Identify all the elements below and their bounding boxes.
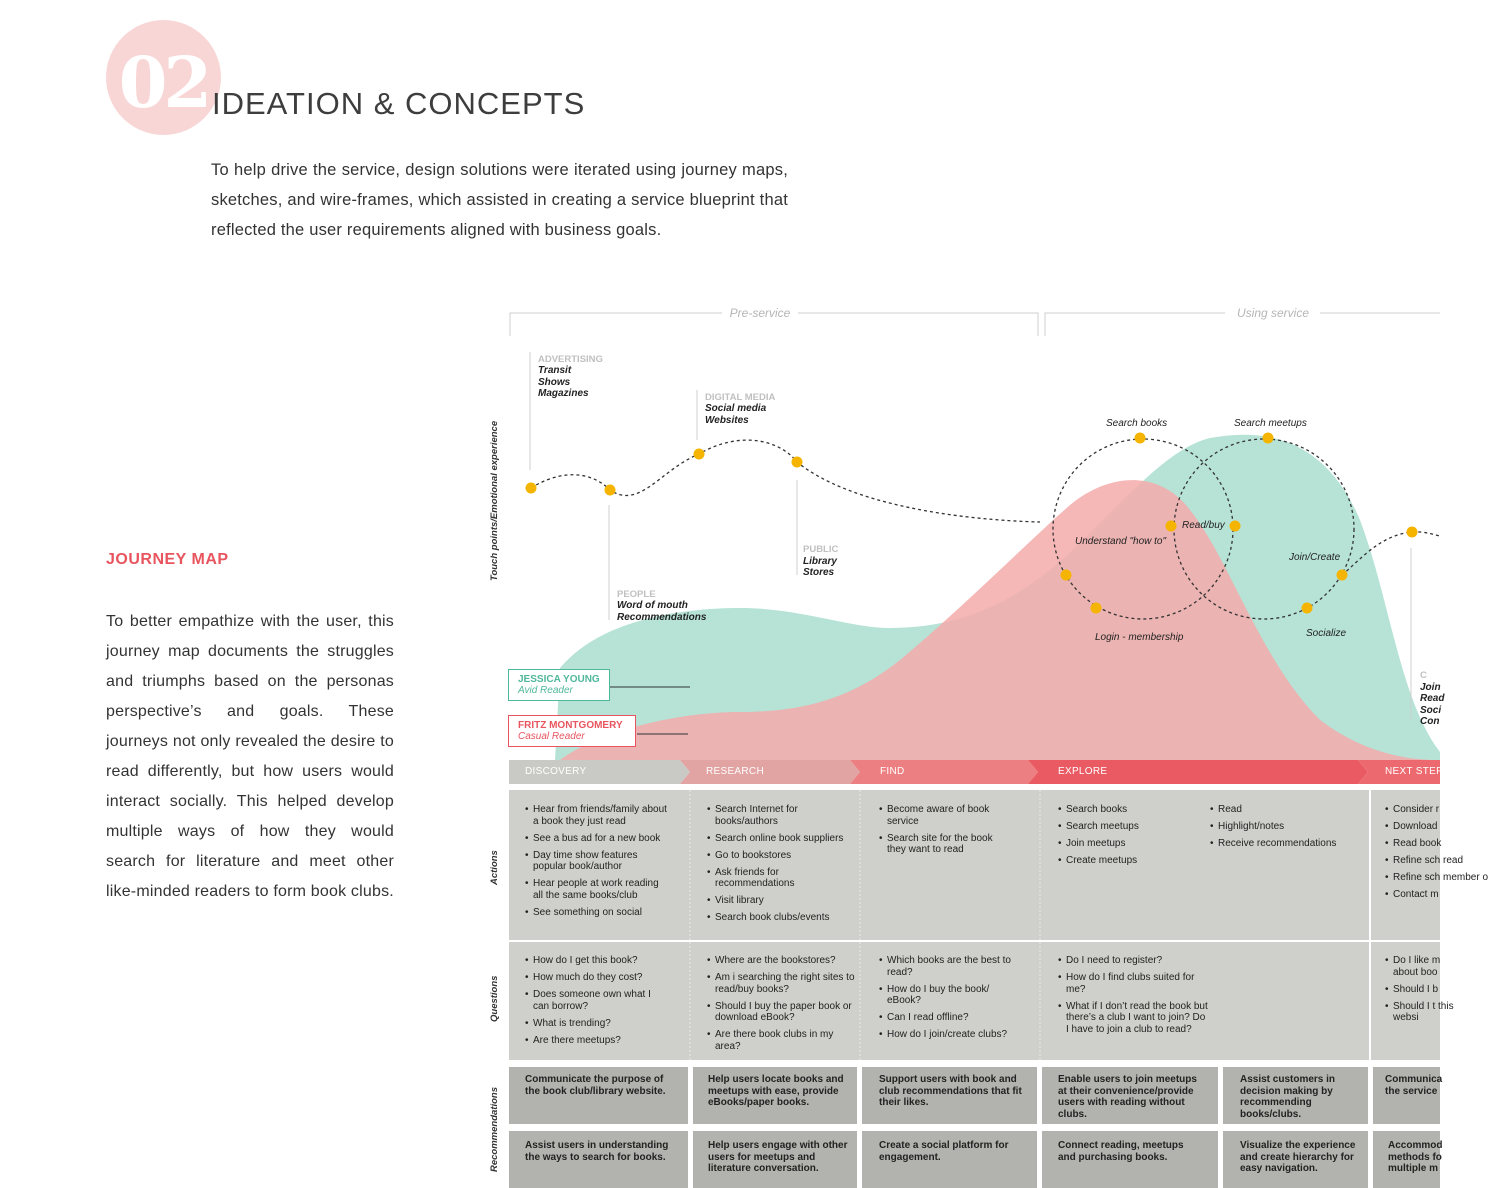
questions-explore xyxy=(1058,955,1208,1041)
tp-public-item: Library xyxy=(803,556,837,567)
actions-find xyxy=(879,804,1014,861)
dot-next xyxy=(1407,527,1418,538)
rec-research-1: Help users locate books and meetups with ease, provide eBooks/paper books. xyxy=(708,1074,844,1108)
tp-next-title: C xyxy=(1420,670,1427,681)
list-item: • Do I like m about boo xyxy=(1385,955,1463,978)
list-item: • Refine sch member o xyxy=(1385,872,1440,884)
journey-map-description: To better empathize with the user, this journey map documents the struggles and triumphs based on the personas perspective’s and goals. These journeys not only revealed the desire to read differently, but how users would interact socially. This helped develop multiple ways of how they would search for literature and meet other like-minded readers to form book clubs. xyxy=(106,613,394,900)
page-title: IDEATION & CONCEPTS xyxy=(212,86,586,121)
label-login: Login - membership xyxy=(1095,632,1184,643)
tp-people-item: Word of mouth xyxy=(617,600,688,611)
dot-advertising xyxy=(526,483,537,494)
list-item: • Become aware of book service xyxy=(879,804,1014,827)
tp-public-title: PUBLIC xyxy=(803,544,839,555)
tp-next-item: Read xyxy=(1420,693,1445,704)
list-item: • Download xyxy=(1385,821,1440,833)
list-item: • See a bus ad for a new book xyxy=(525,833,670,845)
list-item: • Are there meetups? xyxy=(525,1035,665,1047)
dot-join-create xyxy=(1337,570,1348,581)
list-item: • What if I don’t read the book but there’s a club I want to join? Do I have to join a club to read? xyxy=(1058,1001,1208,1036)
dot-people xyxy=(605,485,616,496)
actions-explore-a xyxy=(1058,804,1198,872)
phase-pre-service: Pre-service xyxy=(729,306,791,320)
label-search-books: Search books xyxy=(1106,418,1168,429)
stage-bar xyxy=(509,760,1451,784)
tp-advertising-title: ADVERTISING xyxy=(538,354,603,365)
tp-advertising-item: Shows xyxy=(538,377,571,388)
list-item: • Hear from friends/family about a book they just read xyxy=(525,804,670,827)
list-item: • How do I buy the book/ eBook? xyxy=(879,984,1019,1007)
label-read-buy: Read/buy xyxy=(1182,520,1225,531)
tp-next-item: Soci xyxy=(1420,705,1442,716)
persona-jessica xyxy=(508,669,610,701)
tp-digital-item: Social media xyxy=(705,403,767,414)
list-item: • Receive recommendations xyxy=(1210,838,1360,850)
dot-socialize xyxy=(1302,603,1313,614)
rec-explore-2: Connect reading, meetups and purchasing books. xyxy=(1058,1140,1184,1163)
list-item: • See something on social xyxy=(525,907,670,919)
list-item: • Search online book suppliers xyxy=(707,833,855,845)
persona-fritz xyxy=(508,715,636,747)
list-item: • Do I need to register? xyxy=(1058,955,1208,967)
list-item: • Contact m xyxy=(1385,889,1440,901)
list-item: • Search Internet for books/authors xyxy=(707,804,855,827)
axis-label: Touch points/Emotional experience xyxy=(489,420,500,581)
intro-paragraph: To help drive the service, design solutions were iterated using journey maps, sketches, and wire-frames, which assisted in creating a service blueprint that reflected the user requirements aligned with business goals. xyxy=(211,161,788,239)
rec-find-1: Support users with book and club recommendations that fit their likes. xyxy=(879,1074,1022,1108)
dot-read-buy-left xyxy=(1166,521,1177,532)
list-item: • Visit library xyxy=(707,895,855,907)
list-item: • Create meetups xyxy=(1058,855,1198,867)
row-label-recommendations: Recommendations xyxy=(489,1087,500,1172)
list-item: • Ask friends for recommendations xyxy=(707,867,855,890)
dot-digital xyxy=(694,449,705,460)
stage-explore: EXPLORE xyxy=(1058,766,1108,777)
list-item: • Consider r xyxy=(1385,804,1440,816)
rec-discovery-2: Assist users in understanding the ways to search for books. xyxy=(525,1140,669,1163)
label-search-meetups: Search meetups xyxy=(1234,418,1307,429)
row-label-questions: Questions xyxy=(489,975,500,1022)
rec-next-2 xyxy=(1388,1140,1443,1175)
tp-advertising-item: Transit xyxy=(538,365,572,376)
dot-login xyxy=(1091,603,1102,614)
list-item: • Which books are the best to read? xyxy=(879,955,1019,978)
questions-research xyxy=(707,955,855,1058)
list-item: • Where are the bookstores? xyxy=(707,955,855,967)
section-number: 02 xyxy=(118,41,209,124)
list-item: • How much do they cost? xyxy=(525,972,665,984)
phase-using-service: Using service xyxy=(1236,306,1310,320)
list-item: • Go to bookstores xyxy=(707,850,855,862)
label-join-create: Join/Create xyxy=(1289,552,1341,563)
list-item: • Should I t this websi xyxy=(1385,1001,1463,1024)
row-label-actions: Actions xyxy=(489,850,500,885)
list-item: • Should I buy the paper book or download eBook? xyxy=(707,1001,855,1024)
dot-understand xyxy=(1061,570,1072,581)
list-item: • Search site for the book they want to read xyxy=(879,833,1014,856)
dot-search-books xyxy=(1135,433,1146,444)
list-item: • Can I read offline? xyxy=(879,1012,1019,1024)
list-item: • Does someone own what I can borrow? xyxy=(525,989,665,1012)
list-item: • Should I b xyxy=(1385,984,1463,996)
list-item: • Am i searching the right sites to read/buy books? xyxy=(707,972,855,995)
list-item: • Hear people at work reading all the same books/club xyxy=(525,878,670,901)
list-item: • Highlight/notes xyxy=(1210,821,1360,833)
list-item: • Join meetups xyxy=(1058,838,1198,850)
rec-discovery-1: Communicate the purpose of the book club/library website. xyxy=(525,1074,666,1097)
persona-role: Casual Reader xyxy=(518,731,585,742)
tp-advertising-item: Magazines xyxy=(538,388,589,399)
list-item: • Are there book clubs in my area? xyxy=(707,1029,855,1052)
list-item: • Refine sch read xyxy=(1385,855,1440,867)
actions-research xyxy=(707,804,855,929)
label-socialize: Socialize xyxy=(1306,628,1347,639)
stage-find: FIND xyxy=(880,766,905,777)
questions-next xyxy=(1385,955,1454,1029)
rec-next-2-text: Accommod methods fo multiple m xyxy=(1388,1140,1443,1174)
rec-explore-b-1: Assist customers in decision making by recommending books/clubs. xyxy=(1240,1074,1336,1120)
persona-name: FRITZ MONTGOMERY xyxy=(518,720,623,731)
tp-people-item: Recommendations xyxy=(617,612,707,623)
questions-discovery xyxy=(525,955,665,1052)
stage-find-bg xyxy=(850,760,1038,784)
list-item: • How do I join/create clubs? xyxy=(879,1029,1019,1041)
tp-people-title: PEOPLE xyxy=(617,589,656,600)
dot-search-meetups xyxy=(1263,433,1274,444)
journey-line xyxy=(531,440,1040,522)
stage-discovery: DISCOVERY xyxy=(525,766,587,777)
dot-read-buy-right xyxy=(1230,521,1241,532)
questions-find xyxy=(879,955,1019,1046)
rec-explore-b-2: Visualize the experience and create hierarchy for easy navigation. xyxy=(1240,1140,1356,1174)
actions-explore-b xyxy=(1210,804,1360,855)
tp-public-item: Stores xyxy=(803,567,835,578)
actions-discovery xyxy=(525,804,670,924)
tp-digital-item: Websites xyxy=(705,415,749,426)
list-item: • Search meetups xyxy=(1058,821,1198,833)
list-item: • Day time show features popular book/author xyxy=(525,850,670,873)
list-item: • Search book clubs/events xyxy=(707,912,855,924)
list-item: • How do I get this book? xyxy=(525,955,665,967)
tp-next-item: Con xyxy=(1420,716,1440,727)
label-understand: Understand "how to" xyxy=(1075,536,1167,547)
persona-role: Avid Reader xyxy=(518,685,573,696)
list-item: • Read xyxy=(1210,804,1360,816)
dot-public xyxy=(792,457,803,468)
rec-find-2: Create a social platform for engagement. xyxy=(879,1140,1009,1163)
stage-next-steps: NEXT STEPS xyxy=(1385,766,1451,777)
tp-digital-title: DIGITAL MEDIA xyxy=(705,392,776,403)
rec-next-1-text: Communica the service xyxy=(1385,1074,1443,1097)
list-item: • Search books xyxy=(1058,804,1198,816)
stage-research: RESEARCH xyxy=(706,766,764,777)
tp-next-item: Join xyxy=(1420,682,1441,693)
rec-research-2: Help users engage with other users for meetups and literature conversation. xyxy=(708,1140,848,1174)
list-item: • How do I find clubs suited for me? xyxy=(1058,972,1208,995)
persona-name: JESSICA YOUNG xyxy=(518,674,600,685)
rec-next-1 xyxy=(1385,1074,1443,1097)
list-item: • Read book xyxy=(1385,838,1440,850)
journey-map-title: JOURNEY MAP xyxy=(106,551,229,568)
list-item: • What is trending? xyxy=(525,1018,665,1030)
rec-explore-1: Enable users to join meetups at their convenience/provide users with reading without clubs. xyxy=(1058,1074,1197,1120)
actions-next xyxy=(1385,804,1488,906)
